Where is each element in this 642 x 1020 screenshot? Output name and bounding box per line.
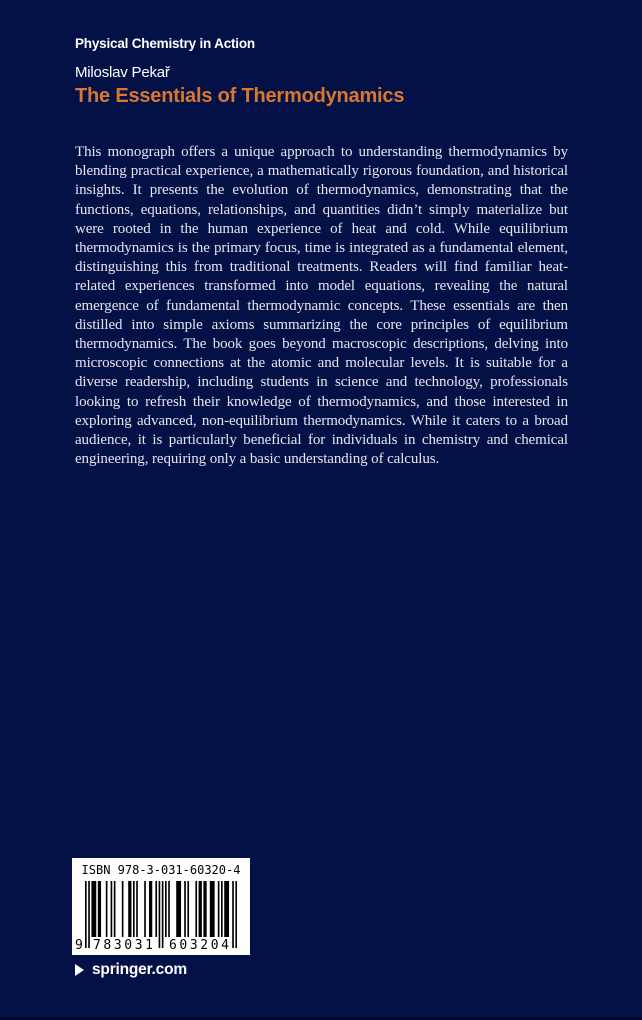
isbn-number: ISBN 978-3-031-60320-4 <box>81 863 241 877</box>
series-title: Physical Chemistry in Action <box>75 36 255 51</box>
ean13-digit-prefix: 9 <box>75 938 83 953</box>
ean13-digit-group1: 783031 <box>93 938 156 953</box>
isbn-barcode-block <box>72 858 250 955</box>
book-description: This monograph offers a unique approach to understanding thermodynamics by blending practical experience, a mathematically rigorous foundation, and historical insights. It presents the evolution of thermodynamics, demonstrating that the functions, equations, relationships, and quantities didn’t simply materialize but were rooted in the human experience of heat and cold. While equilibrium thermodynamics is the primary focus, time is integrated as a fundamental element, distinguishing this from traditional treatments. Readers will find familiar heat-related experiences transformed into model equations, revealing the natural emergence of fundamental thermodynamic concepts. These essentials are then distilled into simple axioms summarizing the core principles of equilibrium thermodynamics. The book goes beyond macroscopic descriptions, delving into microscopic connections at the atomic and molecular levels. It is suitable for a diverse readership, including students in science and technology, professionals looking to refresh their knowledge of thermodynamics, and those interested in exploring advanced, non-equilibrium thermodynamics. While it caters to a broad audience, it is particularly beneficial for individuals in chemistry and chemical engineering, requiring only a basic understanding of calculus. <box>75 144 568 468</box>
publisher-footer <box>75 961 187 979</box>
ean13-digit-group2: 603204 <box>169 938 232 953</box>
book-title: The Essentials of Thermodynamics <box>75 85 405 107</box>
ean13-digits <box>72 938 250 953</box>
author-name: Miloslav Pekař <box>75 64 170 81</box>
arrow-right-icon <box>75 964 84 976</box>
publisher-url: springer.com <box>92 961 187 978</box>
